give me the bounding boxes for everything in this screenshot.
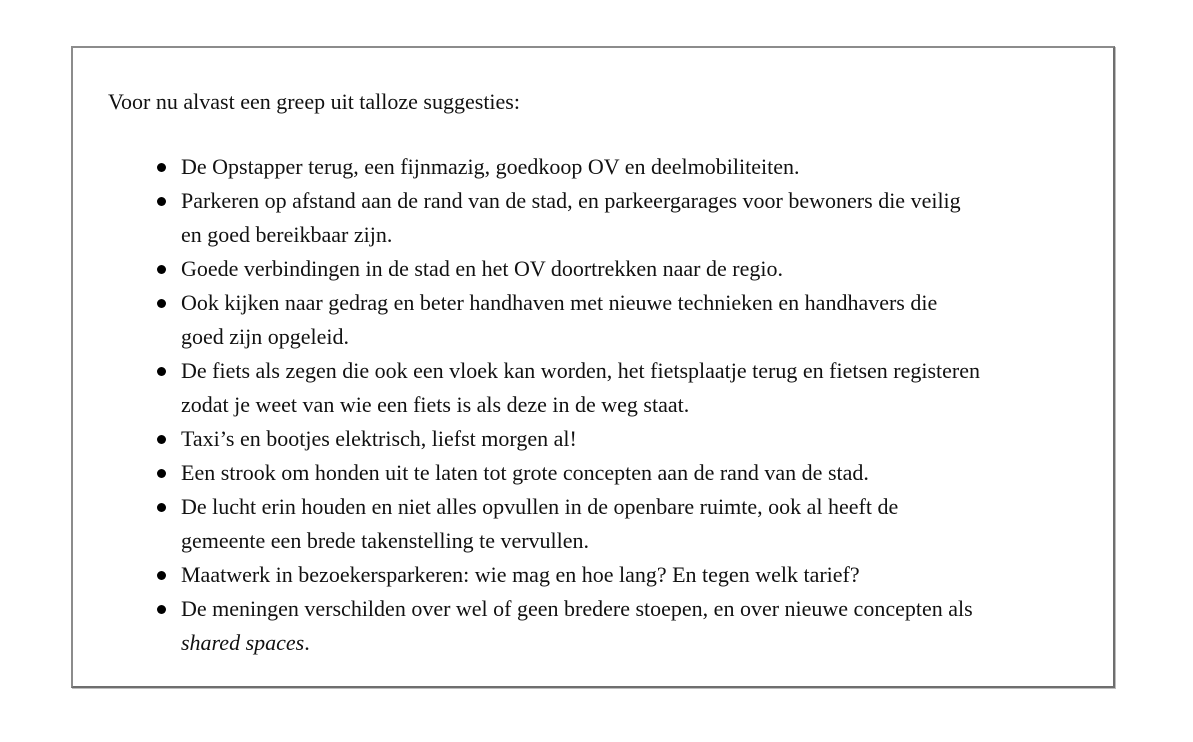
bullet-icon xyxy=(157,435,166,444)
item-text: Een strook om honden uit te laten tot grote concepten aan de rand van de stad. xyxy=(181,460,869,485)
item-text: De fiets als zegen die ook een vloek kan worden, het fietsplaatje terug en fietsen registeren xyxy=(181,358,981,383)
list-item xyxy=(181,354,1091,422)
list-item xyxy=(181,558,1091,592)
list-item xyxy=(181,422,1091,456)
bullet-icon xyxy=(157,605,166,614)
item-text: De Opstapper terug, een fijnmazig, goedkoop OV en deelmobiliteiten. xyxy=(181,154,800,179)
item-text: De lucht erin houden en niet alles opvullen in de openbare ruimte, ook al heeft de xyxy=(181,494,899,519)
bullet-icon xyxy=(157,197,166,206)
list-item xyxy=(181,490,1091,558)
item-text: Ook kijken naar gedrag en beter handhaven met nieuwe technieken en handhavers die xyxy=(181,290,938,315)
bullet-icon xyxy=(157,503,166,512)
text-box xyxy=(71,46,1115,688)
item-text-continued xyxy=(181,626,1091,660)
bullet-icon xyxy=(157,571,166,580)
bullet-icon xyxy=(157,469,166,478)
bullet-icon xyxy=(157,299,166,308)
item-text-continued: zodat je weet van wie een fiets is als deze in de weg staat. xyxy=(181,392,690,417)
item-text-continued: goed zijn opgeleid. xyxy=(181,324,350,349)
suggestion-list xyxy=(181,150,1091,660)
item-text-tail: . xyxy=(304,630,310,655)
list-item xyxy=(181,286,1091,354)
intro-text: Voor nu alvast een greep uit talloze suggesties: xyxy=(108,89,520,114)
list-item xyxy=(181,252,1091,286)
list-item xyxy=(181,150,1091,184)
item-text: Goede verbindingen in de stad en het OV doortrekken naar de regio. xyxy=(181,256,783,281)
item-text-continued: gemeente een brede takenstelling te vervullen. xyxy=(181,528,590,553)
list-item xyxy=(181,456,1091,490)
emphasis-text: shared spaces xyxy=(181,630,305,655)
item-text: Parkeren op afstand aan de rand van de stad, en parkeergarages voor bewoners die veilig xyxy=(181,188,961,213)
item-text: De meningen verschilden over wel of geen bredere stoepen, en over nieuwe concepten als xyxy=(181,596,973,621)
list-item xyxy=(181,184,1091,252)
item-text: Taxi’s en bootjes elektrisch, liefst morgen al! xyxy=(181,426,577,451)
bullet-icon xyxy=(157,265,166,274)
bullet-icon xyxy=(157,163,166,172)
list-item xyxy=(181,592,1091,660)
item-text: Maatwerk in bezoekersparkeren: wie mag en hoe lang? En tegen welk tarief? xyxy=(181,562,860,587)
item-text-continued: en goed bereikbaar zijn. xyxy=(181,222,393,247)
bullet-icon xyxy=(157,367,166,376)
